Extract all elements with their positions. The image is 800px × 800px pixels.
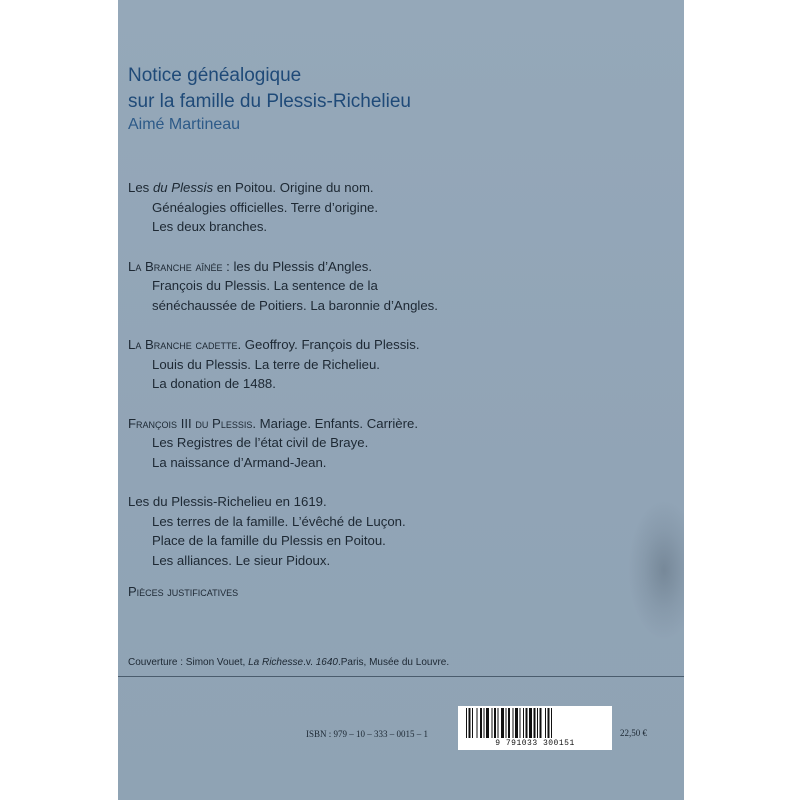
toc-section-5 (128, 492, 438, 570)
author-name: Aimé Martineau (128, 116, 241, 133)
toc-section-1 (128, 178, 438, 237)
credit-text: .v. (303, 657, 316, 668)
toc-line (128, 335, 438, 355)
credit-text: Couverture : Simon Vouet, (128, 657, 249, 668)
toc-line: François du Plessis. La sentence de la (152, 278, 378, 293)
toc-text: en Poitou. Origine du nom. (213, 180, 374, 195)
toc-section-2 (128, 257, 438, 316)
toc-line (128, 178, 438, 198)
toc-smallcaps-text: La Branche cadette (128, 337, 238, 352)
credit-artwork-title: La Richesse (248, 657, 304, 668)
book-title-line-1: Notice généalogique (128, 65, 302, 86)
credit-year: 1640 (315, 657, 338, 668)
toc-line (128, 257, 438, 277)
toc-line: La donation de 1488. (152, 376, 276, 391)
toc-line: Les Registres de l’état civil de Braye. (152, 435, 369, 450)
toc-line: Place de la famille du Plessis en Poitou. (152, 533, 386, 548)
toc-section-4 (128, 414, 438, 473)
toc-section-3 (128, 335, 438, 394)
toc-pieces-justificatives: Pièces justificatives (128, 584, 239, 599)
toc-line: sénéchaussée de Poitiers. La baronnie d’Angles. (152, 297, 438, 313)
divider-line (118, 676, 684, 677)
toc-text: Les (128, 180, 153, 195)
toc-text: . Mariage. Enfants. Carrière. (252, 415, 419, 431)
toc-smallcaps-text: La Branche aînée (128, 258, 223, 274)
barcode-bars (464, 708, 606, 740)
table-of-contents (128, 178, 438, 590)
toc-line: Louis du Plessis. La terre de Richelieu. (152, 356, 380, 372)
toc-line: Les alliances. Le sieur Pidoux. (152, 552, 331, 568)
barcode-digits: 9 791033 300151 (495, 739, 575, 748)
toc-text: : les du Plessis d’Angles. (222, 258, 373, 274)
price: 22,50 € (620, 728, 647, 738)
toc-line: Les terres de la famille. L’évêché de Luçon. (152, 513, 406, 529)
cover-credit (128, 657, 449, 668)
barcode (458, 706, 612, 750)
credit-text: .Paris, Musée du Louvre. (337, 657, 450, 668)
toc-text: . Geoffroy. François du Plessis. (237, 337, 420, 352)
toc-line: Les du Plessis-Richelieu en 1619. (128, 494, 327, 509)
toc-line: Les deux branches. (152, 219, 268, 234)
cover-smudge (628, 500, 684, 640)
isbn-number: ISBN : 979 – 10 – 333 – 0015 – 1 (306, 729, 429, 739)
toc-line (128, 414, 438, 434)
book-title-line-2: sur la famille du Plessis-Richelieu (128, 91, 411, 112)
toc-smallcaps-text: François III du Plessis (128, 415, 253, 431)
toc-line: La naissance d’Armand-Jean. (152, 454, 327, 470)
toc-line: Généalogies officielles. Terre d’origine. (152, 199, 379, 215)
toc-italic-text: du Plessis (152, 180, 214, 195)
book-title (128, 63, 411, 115)
